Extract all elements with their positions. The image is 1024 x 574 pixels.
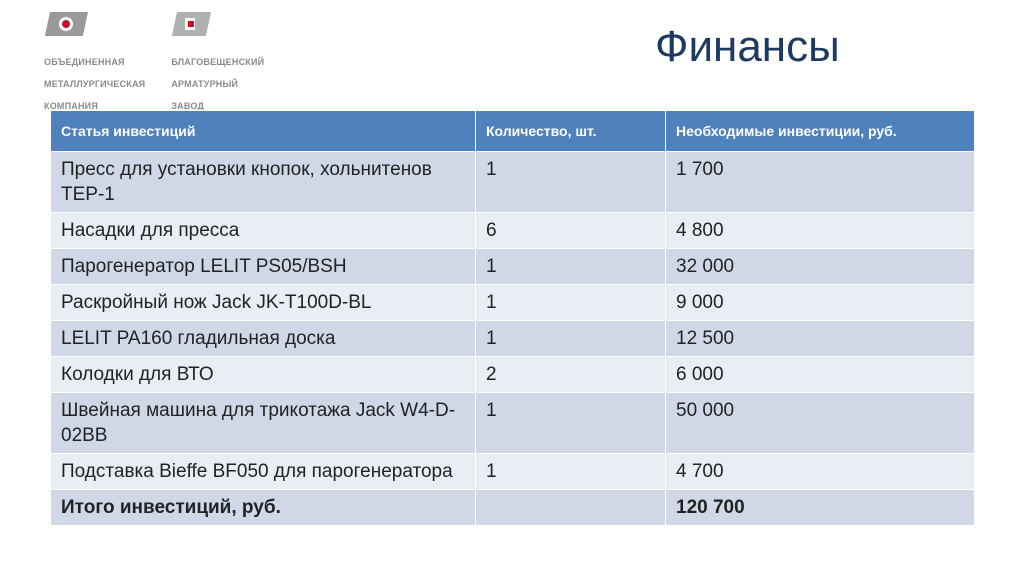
omk-logo-line: ОБЪЕДИНЕННАЯ — [44, 57, 125, 67]
total-quantity — [476, 490, 666, 526]
investment-table — [50, 110, 975, 526]
table-row — [51, 213, 975, 249]
baz-logo-line: БЛАГОВЕЩЕНСКИЙ — [171, 57, 265, 67]
table-row — [51, 285, 975, 321]
cell-item: Подставка Bieffe BF050 для парогенератора — [51, 454, 476, 490]
header-investment: Необходимые инвестиции, руб. — [666, 111, 975, 152]
cell-amount: 32 000 — [666, 249, 975, 285]
header-item: Статья инвестиций — [51, 111, 476, 152]
table-row — [51, 393, 975, 454]
table-header-row — [51, 111, 975, 152]
total-label: Итого инвестиций, руб. — [51, 490, 476, 526]
cell-quantity: 1 — [476, 152, 666, 213]
page-title: Финансы — [655, 22, 840, 71]
table-row — [51, 454, 975, 490]
table-row — [51, 249, 975, 285]
cell-amount: 50 000 — [666, 393, 975, 454]
cell-item: Парогенератор LELIT PS05/BSH — [51, 249, 476, 285]
omk-logo-line: КОМПАНИЯ — [44, 101, 98, 111]
baz-logo-line: АРМАТУРНЫЙ — [171, 79, 239, 89]
omk-logo — [44, 12, 145, 123]
table-row — [51, 357, 975, 393]
cell-quantity: 1 — [476, 249, 666, 285]
cell-amount: 4 700 — [666, 454, 975, 490]
table-total-row — [51, 490, 975, 526]
cell-quantity: 1 — [476, 285, 666, 321]
cell-item: LELIT PA160 гладильная доска — [51, 321, 476, 357]
cell-quantity: 1 — [476, 393, 666, 454]
header-quantity: Количество, шт. — [476, 111, 666, 152]
cell-amount: 9 000 — [666, 285, 975, 321]
logos — [44, 12, 264, 123]
cell-amount: 4 800 — [666, 213, 975, 249]
cell-item: Раскройный нож Jack JK-T100D-BL — [51, 285, 476, 321]
cell-item: Насадки для пресса — [51, 213, 476, 249]
baz-logo-icon — [171, 12, 215, 42]
cell-amount: 1 700 — [666, 152, 975, 213]
omk-logo-line: МЕТАЛЛУРГИЧЕСКАЯ — [44, 79, 146, 89]
cell-quantity: 6 — [476, 213, 666, 249]
table-row — [51, 321, 975, 357]
omk-logo-icon — [44, 12, 88, 42]
baz-logo — [171, 12, 264, 123]
cell-quantity: 1 — [476, 321, 666, 357]
table-row — [51, 152, 975, 213]
cell-item: Швейная машина для трикотажа Jack W4-D-02BB — [51, 393, 476, 454]
baz-logo-line: ЗАВОД — [171, 101, 205, 111]
total-amount: 120 700 — [666, 490, 975, 526]
cell-quantity: 1 — [476, 454, 666, 490]
cell-amount: 12 500 — [666, 321, 975, 357]
cell-item: Колодки для ВТО — [51, 357, 476, 393]
cell-item: Пресс для установки кнопок, хольнитенов TEP-1 — [51, 152, 476, 213]
cell-quantity: 2 — [476, 357, 666, 393]
cell-amount: 6 000 — [666, 357, 975, 393]
